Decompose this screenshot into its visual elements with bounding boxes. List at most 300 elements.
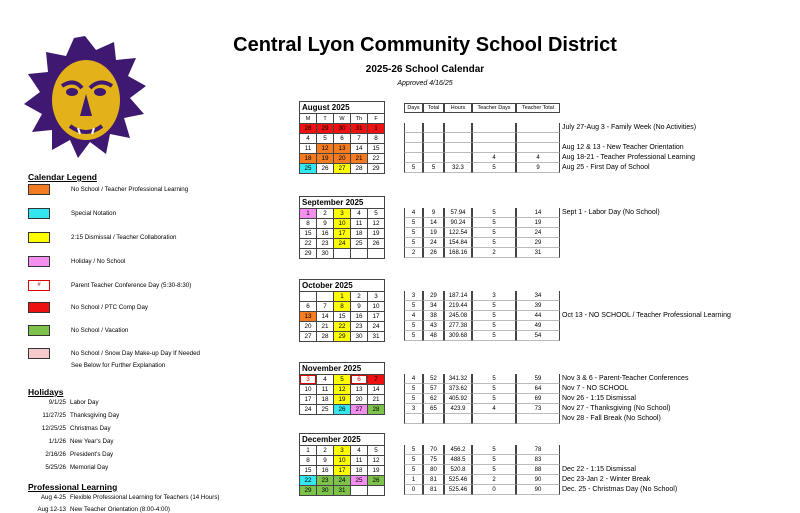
stat-cell: 525.46 (444, 485, 472, 495)
stat-cell: 4 (472, 404, 516, 414)
stat-cell: 423.9 (444, 404, 472, 414)
stat-cell: 5 (472, 208, 516, 218)
stat-cell: 54 (516, 331, 560, 341)
day-cell: 10 (300, 385, 317, 395)
day-cell: 26 (317, 164, 334, 174)
calendar-week-row (300, 405, 385, 415)
day-cell: 27 (300, 332, 317, 342)
stat-cell (516, 123, 560, 133)
stat-cell: 43 (423, 321, 444, 331)
weekday-header: Th (351, 114, 368, 124)
day-cell: 25 (351, 476, 368, 486)
holiday-name: Labor Day (70, 399, 99, 406)
day-cell: 18 (317, 395, 334, 405)
stat-cell: 309.68 (444, 331, 472, 341)
stat-cell: 456.2 (444, 445, 472, 455)
legend-swatch (28, 208, 50, 219)
day-cell: 15 (334, 312, 351, 322)
day-cell: 15 (368, 144, 385, 154)
day-cell: 31 (351, 124, 368, 134)
day-cell: 16 (351, 312, 368, 322)
day-cell: 20 (351, 395, 368, 405)
stat-cell (444, 153, 472, 163)
calendar-week-row (300, 124, 385, 134)
day-cell: 30 (334, 124, 351, 134)
day-cell: 21 (317, 322, 334, 332)
stat-cell: 373.62 (444, 384, 472, 394)
day-cell: 1 (334, 292, 351, 302)
calendar-note: Nov 27 - Thanksgiving (No School) (562, 405, 671, 413)
stat-cell: 24 (423, 238, 444, 248)
calendar-week-row (300, 466, 385, 476)
legend-label: Holiday / No School (71, 258, 126, 265)
stat-cell: 5 (404, 218, 423, 228)
stat-cell: 78 (516, 445, 560, 455)
day-cell: 22 (368, 154, 385, 164)
holiday-name: President's Day (70, 451, 114, 458)
stat-cell: 2 (404, 248, 423, 258)
stat-cell: 5 (404, 163, 423, 173)
calendar-week-row (300, 385, 385, 395)
day-cell: 23 (317, 476, 334, 486)
stat-cell: 34 (423, 301, 444, 311)
day-cell: 29 (317, 124, 334, 134)
day-cell: 8 (300, 219, 317, 229)
holidays-title: Holidays (28, 387, 64, 397)
day-cell: 3 (300, 375, 317, 385)
day-cell: 11 (351, 219, 368, 229)
stat-cell (404, 153, 423, 163)
weekday-header: F (368, 114, 385, 124)
holiday-name: Christmas Day (70, 425, 111, 432)
stats-column-header: Teacher Days (472, 103, 516, 113)
day-cell: 17 (368, 312, 385, 322)
professional-learning-date: Aug 4-25 (40, 494, 66, 501)
day-cell: 13 (351, 385, 368, 395)
stats-column-header: Hours (444, 103, 472, 113)
day-cell: 8 (368, 134, 385, 144)
day-cell: 1 (300, 446, 317, 456)
day-cell: 21 (368, 395, 385, 405)
stat-cell: 32.3 (444, 163, 472, 173)
stat-cell (423, 133, 444, 143)
day-cell: 4 (351, 209, 368, 219)
day-cell: 14 (368, 385, 385, 395)
calendar-week-row (300, 239, 385, 249)
day-cell: 29 (334, 332, 351, 342)
stat-cell (404, 414, 423, 424)
stat-cell (516, 133, 560, 143)
stat-cell: 5 (404, 238, 423, 248)
calendar-note: Sept 1 - Labor Day (No School) (562, 209, 660, 216)
stats-column-header: Teacher Total (516, 103, 560, 113)
stat-cell: 31 (516, 248, 560, 258)
day-cell: 27 (334, 164, 351, 174)
stat-cell: 4 (404, 311, 423, 321)
day-cell: 8 (334, 302, 351, 312)
stat-cell (423, 414, 444, 424)
day-cell: 28 (368, 405, 385, 415)
day-cell: 24 (334, 476, 351, 486)
stat-cell (404, 123, 423, 133)
day-cell: 18 (351, 229, 368, 239)
holiday-name: Memorial Day (70, 464, 109, 471)
calendar-week-row (300, 229, 385, 239)
day-cell (300, 292, 317, 302)
legend-label: Special Notation (71, 210, 117, 217)
day-cell: 30 (317, 486, 334, 496)
calendar-week-row (300, 312, 385, 322)
day-cell: 9 (317, 456, 334, 466)
day-cell: 19 (368, 229, 385, 239)
holiday-name: Thanksgiving Day (70, 412, 120, 419)
legend-label: No School / Snow Day Make-up Day If Needed (71, 350, 200, 357)
day-cell: 13 (334, 144, 351, 154)
calendar-week-row (300, 209, 385, 219)
calendar-week-row (300, 292, 385, 302)
stat-cell: 52 (423, 374, 444, 384)
calendar-note: Dec. 25 - Christmas Day (No School) (562, 486, 678, 494)
month-name: October 2025 (300, 280, 385, 292)
day-cell: 22 (334, 322, 351, 332)
holiday-date: 9/1/25 (48, 399, 66, 406)
month-calendar (299, 433, 385, 496)
stat-cell: 5 (472, 301, 516, 311)
calendar-week-row (300, 249, 385, 259)
day-cell: 6 (351, 375, 368, 385)
calendar-week-row (300, 322, 385, 332)
day-cell: 27 (351, 405, 368, 415)
stat-cell (404, 133, 423, 143)
stat-cell: 5 (472, 455, 516, 465)
legend-label: No School / Teacher Professional Learning (71, 186, 189, 193)
day-cell (317, 292, 334, 302)
day-cell: 3 (334, 209, 351, 219)
stat-cell: 62 (423, 394, 444, 404)
stat-cell: 5 (423, 163, 444, 173)
day-cell: 30 (317, 249, 334, 259)
day-cell: 23 (351, 322, 368, 332)
stat-cell: 0 (404, 485, 423, 495)
calendar-subtitle: 2025-26 School Calendar (365, 64, 485, 75)
calendar-note: Aug 18-21 - Teacher Professional Learning (562, 154, 695, 162)
stat-cell: 187.14 (444, 291, 472, 301)
stat-cell: 34 (516, 291, 560, 301)
weekday-header: T (317, 114, 334, 124)
day-cell: 11 (351, 456, 368, 466)
day-cell (368, 486, 385, 496)
month-name: December 2025 (300, 434, 385, 446)
stat-cell (423, 153, 444, 163)
day-cell: 15 (300, 466, 317, 476)
legend-label: No School / Vacation (71, 327, 129, 334)
day-cell: 10 (368, 302, 385, 312)
stats-column-header: Days (404, 103, 423, 113)
stat-cell: 38 (423, 311, 444, 321)
stat-cell: 5 (404, 384, 423, 394)
stat-cell: 5 (404, 455, 423, 465)
day-cell: 18 (300, 154, 317, 164)
calendar-week-row (300, 332, 385, 342)
day-cell: 19 (334, 395, 351, 405)
legend-swatch (28, 325, 50, 336)
professional-learning-date: Aug 12-13 (37, 506, 66, 513)
stat-cell: 520.8 (444, 465, 472, 475)
holiday-date: 1/1/26 (48, 438, 66, 445)
day-cell (368, 249, 385, 259)
day-cell: 4 (351, 446, 368, 456)
stat-cell: 405.92 (444, 394, 472, 404)
stat-cell (404, 143, 423, 153)
approval-note: Approved 4/16/25 (397, 80, 453, 87)
day-cell: 28 (351, 164, 368, 174)
calendar-note: Nov 26 - 1:15 Dismissal (562, 395, 636, 403)
day-cell: 28 (300, 124, 317, 134)
professional-learning-title: Professional Learning (28, 482, 118, 492)
stat-cell: 4 (472, 153, 516, 163)
calendar-note: Aug 25 - First Day of School (562, 164, 650, 172)
calendar-week-row (300, 134, 385, 144)
stat-cell: 5 (404, 321, 423, 331)
day-cell: 22 (300, 476, 317, 486)
day-cell: 17 (334, 466, 351, 476)
stat-cell: 488.5 (444, 455, 472, 465)
stat-cell: 29 (516, 238, 560, 248)
month-calendar (299, 101, 385, 174)
day-cell (334, 249, 351, 259)
day-cell: 25 (351, 239, 368, 249)
day-cell: 29 (300, 249, 317, 259)
stat-cell: 90 (516, 485, 560, 495)
day-cell: 5 (317, 134, 334, 144)
calendar-week-row (300, 456, 385, 466)
stat-cell (472, 123, 516, 133)
holiday-date: 2/16/26 (45, 451, 66, 458)
day-cell: 16 (317, 229, 334, 239)
legend-swatch (28, 348, 50, 359)
day-cell: 2 (317, 446, 334, 456)
stat-cell: 154.84 (444, 238, 472, 248)
stat-cell: 122.54 (444, 228, 472, 238)
day-cell: 16 (317, 466, 334, 476)
stat-cell: 2 (472, 248, 516, 258)
legend-swatch (28, 232, 50, 243)
legend-extra-note: See Below for Further Explanation (71, 362, 166, 369)
calendar-note: July 27-Aug 3 - Family Week (No Activities) (562, 124, 697, 131)
stat-cell: 5 (472, 374, 516, 384)
stat-cell: 70 (423, 445, 444, 455)
stat-cell: 341.32 (444, 374, 472, 384)
calendar-week-row (300, 446, 385, 456)
weekday-header: M (300, 114, 317, 124)
day-cell: 4 (317, 375, 334, 385)
stat-cell: 277.38 (444, 321, 472, 331)
stat-cell (472, 133, 516, 143)
stat-cell: 3 (404, 291, 423, 301)
calendar-note: Dec 22 - 1:15 Dismissal (562, 466, 636, 474)
stat-cell: 245.08 (444, 311, 472, 321)
stat-cell: 14 (516, 208, 560, 218)
stat-cell: 80 (423, 465, 444, 475)
stat-cell: 26 (423, 248, 444, 258)
day-cell: 22 (300, 239, 317, 249)
calendar-week-row (300, 144, 385, 154)
calendar-note: Aug 12 & 13 - New Teacher Orientation (562, 144, 684, 152)
day-cell: 30 (351, 332, 368, 342)
day-cell: 2 (351, 292, 368, 302)
day-cell: 26 (334, 405, 351, 415)
stat-cell: 83 (516, 455, 560, 465)
stat-cell: 0 (472, 485, 516, 495)
stat-cell: 24 (516, 228, 560, 238)
stat-cell: 5 (472, 445, 516, 455)
stat-cell: 49 (516, 321, 560, 331)
calendar-week-row (300, 164, 385, 174)
stat-cell: 5 (472, 218, 516, 228)
day-cell: 5 (368, 209, 385, 219)
legend-label: No School / PTC Comp Day (71, 304, 149, 311)
day-cell: 11 (300, 144, 317, 154)
day-cell: 20 (300, 322, 317, 332)
stat-cell: 1 (404, 475, 423, 485)
month-calendar (299, 279, 385, 342)
day-cell: 5 (334, 375, 351, 385)
stat-cell: 64 (516, 384, 560, 394)
month-name: September 2025 (300, 197, 385, 209)
stat-cell: 4 (516, 153, 560, 163)
stat-cell: 90.24 (444, 218, 472, 228)
day-cell: 24 (368, 322, 385, 332)
legend-swatch (28, 184, 50, 195)
stat-cell: 5 (472, 321, 516, 331)
stat-cell: 4 (404, 374, 423, 384)
stat-cell (423, 143, 444, 153)
stat-cell: 19 (516, 218, 560, 228)
month-name: November 2025 (300, 363, 385, 375)
day-cell: 20 (334, 154, 351, 164)
day-cell: 24 (334, 239, 351, 249)
day-cell: 7 (351, 134, 368, 144)
stat-cell: 5 (404, 394, 423, 404)
day-cell: 13 (300, 312, 317, 322)
calendar-week-row (300, 486, 385, 496)
stat-cell: 29 (423, 291, 444, 301)
day-cell: 31 (334, 486, 351, 496)
day-cell: 17 (300, 395, 317, 405)
day-cell: 10 (334, 456, 351, 466)
day-cell (351, 486, 368, 496)
day-cell: 3 (368, 292, 385, 302)
stat-cell (516, 143, 560, 153)
day-cell: 31 (368, 332, 385, 342)
calendar-note: Nov 7 - NO SCHOOL (562, 385, 629, 393)
legend-label: Parent Teacher Conference Day (5:30-8:30) (71, 282, 192, 289)
stat-cell: 59 (516, 374, 560, 384)
stat-cell: 5 (404, 445, 423, 455)
day-cell: 3 (334, 446, 351, 456)
month-calendar (299, 196, 385, 259)
calendar-note: Oct 13 - NO SCHOOL / Teacher Professional Learning (562, 312, 731, 320)
stat-cell: 44 (516, 311, 560, 321)
day-cell: 5 (368, 446, 385, 456)
day-cell: 7 (317, 302, 334, 312)
stat-cell (444, 143, 472, 153)
day-cell: 29 (300, 486, 317, 496)
stat-cell: 5 (404, 301, 423, 311)
day-cell: 8 (300, 456, 317, 466)
day-cell: 19 (368, 466, 385, 476)
day-cell: 17 (334, 229, 351, 239)
stat-cell: 5 (404, 331, 423, 341)
stats-column-header: Total (423, 103, 444, 113)
professional-learning-name: New Teacher Orientation (8:00-4:00) (70, 506, 170, 513)
calendar-week-row (300, 302, 385, 312)
district-title: Central Lyon Community School District (233, 34, 617, 56)
stat-cell (516, 414, 560, 424)
holiday-date: 5/25/26 (45, 464, 66, 471)
stat-cell: 525.46 (444, 475, 472, 485)
day-cell: 6 (334, 134, 351, 144)
day-cell: 7 (368, 375, 385, 385)
day-cell: 9 (351, 302, 368, 312)
stat-cell: 5 (472, 384, 516, 394)
calendar-note: Dec 23-Jan 2 - Winter Break (562, 476, 651, 484)
stat-cell: 5 (472, 465, 516, 475)
calendar-week-row (300, 375, 385, 385)
stat-cell (444, 123, 472, 133)
stat-cell: 14 (423, 218, 444, 228)
holiday-date: 12/25/25 (41, 425, 66, 432)
stat-cell: 57.94 (444, 208, 472, 218)
stat-cell: 5 (472, 331, 516, 341)
legend-swatch (28, 256, 50, 267)
legend-swatch (28, 302, 50, 313)
day-cell: 28 (317, 332, 334, 342)
holiday-date: 11/27/25 (42, 412, 66, 419)
day-cell: 1 (300, 209, 317, 219)
stat-cell: 3 (472, 291, 516, 301)
stat-cell: 65 (423, 404, 444, 414)
stat-cell: 39 (516, 301, 560, 311)
stat-cell: 5 (404, 228, 423, 238)
stat-cell: 81 (423, 475, 444, 485)
day-cell: 26 (368, 476, 385, 486)
stat-cell: 90 (516, 475, 560, 485)
calendar-week-row (300, 395, 385, 405)
weekday-header: W (334, 114, 351, 124)
day-cell: 12 (317, 144, 334, 154)
stat-cell: 5 (472, 163, 516, 173)
stat-cell: 5 (472, 228, 516, 238)
calendar-week-row (300, 154, 385, 164)
stat-cell (423, 123, 444, 133)
day-cell (351, 249, 368, 259)
day-cell: 29 (368, 164, 385, 174)
day-cell: 14 (351, 144, 368, 154)
calendar-week-row (300, 476, 385, 486)
stat-cell: 75 (423, 455, 444, 465)
stat-cell: 73 (516, 404, 560, 414)
calendar-week-row (300, 219, 385, 229)
stat-cell (444, 133, 472, 143)
month-calendar (299, 362, 385, 415)
stat-cell: 69 (516, 394, 560, 404)
legend-swatch: # (28, 280, 50, 291)
stat-cell (472, 143, 516, 153)
stat-cell: 9 (516, 163, 560, 173)
day-cell: 12 (368, 219, 385, 229)
day-cell: 12 (368, 456, 385, 466)
